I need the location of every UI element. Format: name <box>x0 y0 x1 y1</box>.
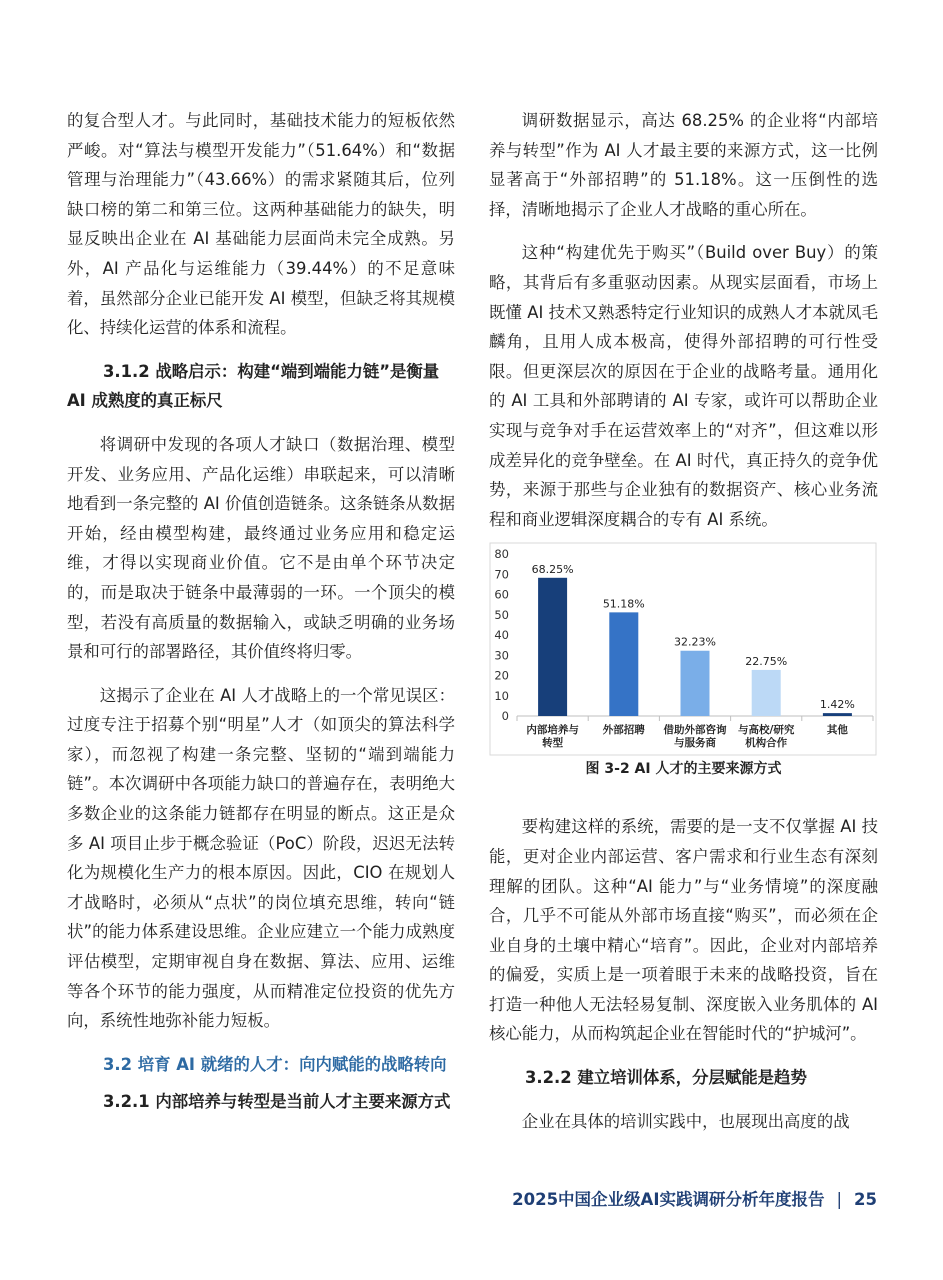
chart-caption: 图 3-2 AI 人才的主要来源方式 <box>585 761 782 778</box>
right-paragraph-3: 要构建这样的系统，需要的是一支不仅掌握 AI 技能，更对企业内部运营、客户需求和行业生态有深刻理解的团队。这种“AI 能力”与“业务情境”的深度融合，几乎不可能从外部市场直接“购买”，而必须在企业自身的土壤中精心“培育”。因此，企业对内部培养的偏爱，实质上是一项着眼于未来的战略投资，旨在打造一种他人无法轻易复制、深度嵌入业务肌体的 AI 核心能力，从而构筑起企业在智能时代的“护城河”。 <box>489 817 878 1044</box>
right-column <box>489 106 878 1136</box>
y-tick-label: 10 <box>494 689 509 704</box>
category-label: 内部培养与 <box>526 724 579 737</box>
category-label: 外部招聘 <box>602 724 645 737</box>
heading-3-2-2: 3.2.2 建立培训体系，分层赋能是趋势 <box>525 1068 807 1088</box>
heading-3-2: 3.2 培育 AI 就绪的人才：向内赋能的战略转向 <box>103 1054 447 1074</box>
heading-3-1-2-line2: AI 成熟度的真正标尺 <box>67 391 223 411</box>
data-label: 1.42% <box>819 698 855 712</box>
bar-chart <box>489 542 878 758</box>
bar-4 <box>752 670 781 716</box>
y-tick-label: 60 <box>494 587 509 602</box>
y-tick-label: 50 <box>494 608 509 623</box>
page-number: 25 <box>854 1190 877 1209</box>
category-label: 机构合作 <box>745 737 788 750</box>
category-label: 借助外部咨询 <box>663 724 727 737</box>
y-tick-label: 70 <box>494 567 509 582</box>
page-footer <box>512 1186 877 1210</box>
right-paragraph-2: 这种“构建优先于购买”（Build over Buy）的策略，其背后有多重驱动因素。从现实层面看，市场上既懂 AI 技术又熟悉特定行业知识的成熟人才本就凤毛麟角，且用人成本极高，使得外部招聘的可行性受限。但更深层次的原因在于企业的战略考量。通用化的 AI 工具和外部聘请的 AI 专家，或许可以帮助企业实现与竞争对手在运营效率上的“对齐”，但这难以形成差异化的竞争壁垒。在 AI 时代，真正持久的竞争优势，来源于那些与企业独有的数据资产、核心业务流程和商业逻辑深度耦合的专有 AI 系统。 <box>489 243 878 529</box>
heading-3-2-1: 3.2.1 内部培养与转型是当前人才主要来源方式 <box>103 1092 451 1112</box>
right-paragraph-1: 调研数据显示，高达 68.25% 的企业将“内部培养与转型”作为 AI 人才最主要的来源方式，这一比例显著高于“外部招聘”的 51.18%。这一压倒性的选择，清晰地揭示了企业人才战略的重心所在。 <box>489 111 878 219</box>
y-tick-label: 20 <box>494 668 509 683</box>
y-tick-label: 40 <box>494 628 509 643</box>
right-paragraph-4: 企业在具体的培训实践中，也展现出高度的战 <box>521 1111 850 1131</box>
category-label: 与服务商 <box>674 737 716 750</box>
data-label: 32.23% <box>674 636 716 650</box>
left-column <box>67 106 455 1117</box>
bar-chart-figure <box>489 542 878 812</box>
heading-3-1-2 <box>67 357 455 416</box>
heading-3-1-2-line1: 3.1.2 战略启示：构建“端到端能力链”是衡量 <box>103 361 440 381</box>
data-label: 51.18% <box>602 597 645 611</box>
bar-3 <box>681 651 710 716</box>
y-tick-label: 80 <box>494 547 509 562</box>
footer-separator: | <box>836 1190 843 1209</box>
category-label: 其他 <box>826 724 848 737</box>
bar-2 <box>609 613 638 717</box>
y-tick-label: 30 <box>494 648 509 663</box>
bar-5 <box>823 713 852 716</box>
data-label: 22.75% <box>745 655 788 669</box>
data-label: 68.25% <box>531 563 574 577</box>
y-tick-label: 0 <box>501 709 509 724</box>
left-paragraph-3: 这揭示了企业在 AI 人才战略上的一个常见误区：过度专注于招募个别“明星”人才（如顶尖的算法科学家），而忽视了构建一条完整、坚韧的“端到端能力链”。本次调研中各项能力缺口的普遍存在，表明绝大多数企业的这条能力链都存在明显的断点。这正是众多 AI 项目止步于概念验证（PoC）阶段，迟迟无法转化为规模化生产力的根本原因。因此，CIO 在规划人才战略时，必须从“点状”的岗位填充思维，转向“链状”的能力体系建设思维。企业应建立一个能力成熟度评估模型，定期审视自身在数据、算法、应用、运维等各个环节的能力强度，从而精准定位投资的优先方向，系统性地弥补能力短板。 <box>67 685 455 1031</box>
category-label: 与高校/研究 <box>738 724 795 737</box>
left-paragraph-2: 将调研中发现的各项人才缺口（数据治理、模型开发、业务应用、产品化运维）串联起来，可以清晰地看到一条完整的 AI 价值创造链条。这条链条从数据开始，经由模型构建，最终通过业务应用和稳定运维，才得以实现商业价值。它不是由单个环节决定的，而是取决于链条中最薄弱的一环。一个顶尖的模型，若没有高质量的数据输入，或缺乏明确的业务场景和可行的部署路径，其价值终将归零。 <box>67 434 455 662</box>
category-label: 转型 <box>542 737 564 750</box>
report-title: 2025中国企业级AI实践调研分析年度报告 <box>512 1190 825 1209</box>
bar-1 <box>538 578 567 716</box>
left-paragraph-1: 的复合型人才。与此同时，基础技术能力的短板依然严峻。对“算法与模型开发能力”（51.64%）和“数据管理与治理能力”（43.66%）的需求紧随其后，位列缺口榜的第二和第三位。这两种基础能力的缺失，明显反映出企业在 AI 基础能力层面尚未完全成熟。另外，AI 产品化与运维能力（39.44%）的不足意味着，虽然部分企业已能开发 AI 模型，但缺乏将其规模化、持续化运营的体系和流程。 <box>67 111 455 338</box>
